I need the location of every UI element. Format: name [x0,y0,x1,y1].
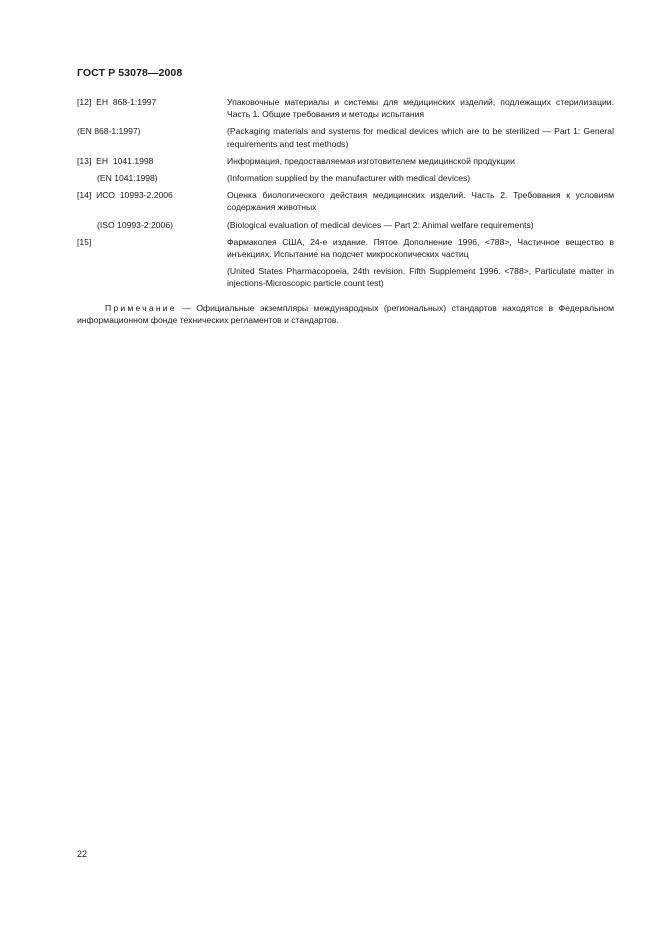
page-number: 22 [77,849,88,859]
reference-code: (EN 1041:1998) [97,173,158,184]
reference-title: (Packaging materials and systems for medical devices which are to be sterilized — Part 1: General requirements and test methods) [227,126,614,149]
reference-title: Информация, предоставляемая изготовителем медицинской продукции [227,155,515,166]
reference-title: (Biological evaluation of medical devices — Part 2: Animal welfare requirements) [227,219,534,230]
reference-title: (Information supplied by the manufacturer with medical devices) [227,173,471,184]
reference-row [77,236,614,260]
reference-code: [13] ЕН 1041.1998 [77,155,154,166]
note-paragraph [77,302,614,327]
references-list [77,96,614,295]
reference-code: (EN 868-1:1997) [77,126,141,137]
reference-row [77,155,614,167]
reference-row [77,219,614,231]
reference-title: (United States Pharmacopoeia, 24th revision. Fifth Supplement 1996. <788>, Particulate matter in injections-Microscopic particle count test) [227,266,614,289]
reference-row [77,172,614,184]
reference-row [77,125,614,149]
reference-row [77,265,614,289]
reference-code [77,265,227,289]
reference-code: (ISO 10993-2:2006) [97,219,173,230]
reference-row [77,189,614,213]
reference-title: Упаковочные материалы и системы для медицинских изделий, подлежащих стерилизации. Часть 1. Общие требования и методы испытания [227,97,614,120]
reference-code: [15] [77,236,92,247]
document-title: ГОСТ Р 53078—2008 [77,67,183,79]
note-text: — Официальные экземпляры международных (региональных) стандартов находятся в Федеральном информационном фонде технических регламентов и стандартов. [77,303,614,326]
reference-code: [14] ИСО 10993-2.2006 [77,190,173,201]
reference-code: [12] ЕН 868-1:1997 [77,97,157,107]
reference-row [77,96,614,120]
reference-title: Оценка биологического действия медицинских изделий. Часть 2. Требования к условиям содержания животных [227,190,614,213]
note-label: Примечание [105,303,177,313]
reference-title: Фармаколея США, 24-е издание. Пятое Дополнение 1996, <788>, Частичное вещество в инъекциях. Испытание на подсчет микроскопических частиц [227,236,614,260]
